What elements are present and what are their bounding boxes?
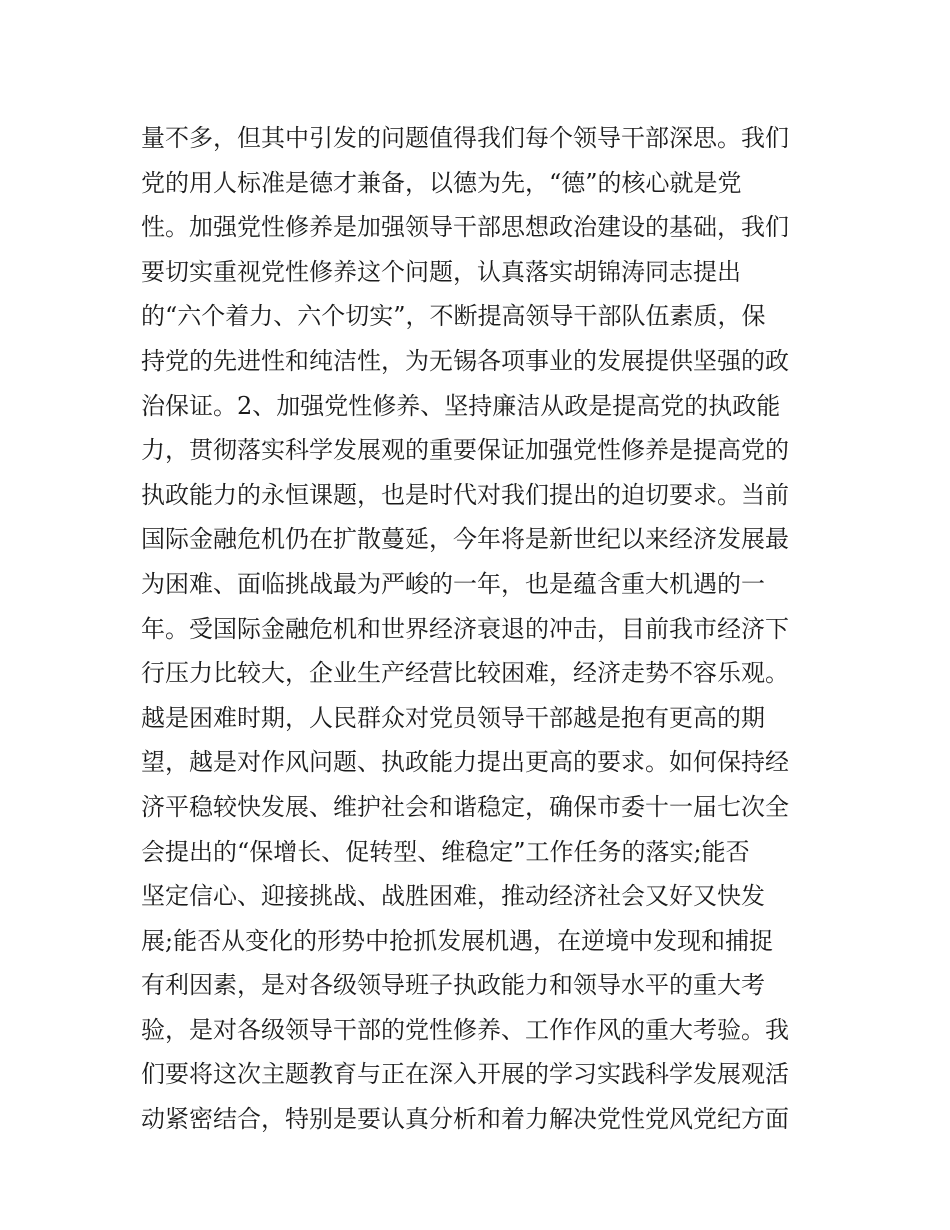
text-line: 的“六个着力、六个切实”，不断提高领导干部队伍素质，保 — [141, 302, 766, 331]
text-line: 力，贯彻落实科学发展观的重要保证加强党性修养是提高党的 — [141, 436, 789, 465]
text-line: 年。受国际金融危机和世界经济衰退的冲击，目前我市经济下 — [141, 614, 789, 643]
text-line: 国际金融危机仍在扩散蔓延，今年将是新世纪以来经济发展最 — [141, 525, 789, 554]
body-text — [141, 116, 821, 1142]
text-line: 们要将这次主题教育与正在深入开展的学习实践科学发展观活 — [141, 1060, 789, 1089]
text-line: 行压力比较大，企业生产经营比较困难，经济走势不容乐观。 — [141, 659, 789, 688]
text-line: 性。加强党性修养是加强领导干部思想政治建设的基础，我们 — [141, 213, 789, 242]
text-line: 坚定信心、迎接挑战、战胜困难，推动经济社会又好又快发 — [141, 882, 765, 911]
text-line: 会提出的“保增长、促转型、维稳定”工作任务的落实;能否 — [141, 837, 750, 866]
text-line: 党的用人标准是德才兼备，以德为先，“德”的核心就是党 — [141, 168, 742, 197]
text-line: 动紧密结合，特别是要认真分析和着力解决党性党风党纪方面 — [141, 1105, 789, 1134]
text-line: 量不多，但其中引发的问题值得我们每个领导干部深思。我们 — [141, 124, 789, 152]
text-line: 越是困难时期，人民群众对党员领导干部越是抱有更高的期 — [141, 703, 765, 732]
text-line: 持党的先进性和纯洁性，为无锡各项事业的发展提供坚强的政 — [141, 346, 789, 375]
text-line: 展;能否从变化的形势中抢抓发展机遇，在逆境中发现和捕捉 — [141, 926, 774, 955]
text-line: 要切实重视党性修养这个问题，认真落实胡锦涛同志提出 — [141, 257, 741, 286]
text-line: 执政能力的永恒课题，也是时代对我们提出的迫切要求。当前 — [141, 480, 789, 509]
text-line: 济平稳较快发展、维护社会和谐稳定，确保市委十一届七次全 — [141, 792, 789, 821]
text-line: 治保证。2、加强党性修养、坚持廉洁从政是提高党的执政能 — [141, 391, 781, 420]
text-line: 望，越是对作风问题、执政能力提出更高的要求。如何保持经 — [141, 748, 789, 777]
text-line: 有利因素，是对各级领导班子执政能力和领导水平的重大考 — [141, 971, 765, 1000]
text-line: 验，是对各级领导干部的党性修养、工作作风的重大考验。我 — [141, 1015, 789, 1044]
text-line: 为困难、面临挑战最为严峻的一年，也是蕴含重大机遇的一 — [141, 569, 765, 598]
